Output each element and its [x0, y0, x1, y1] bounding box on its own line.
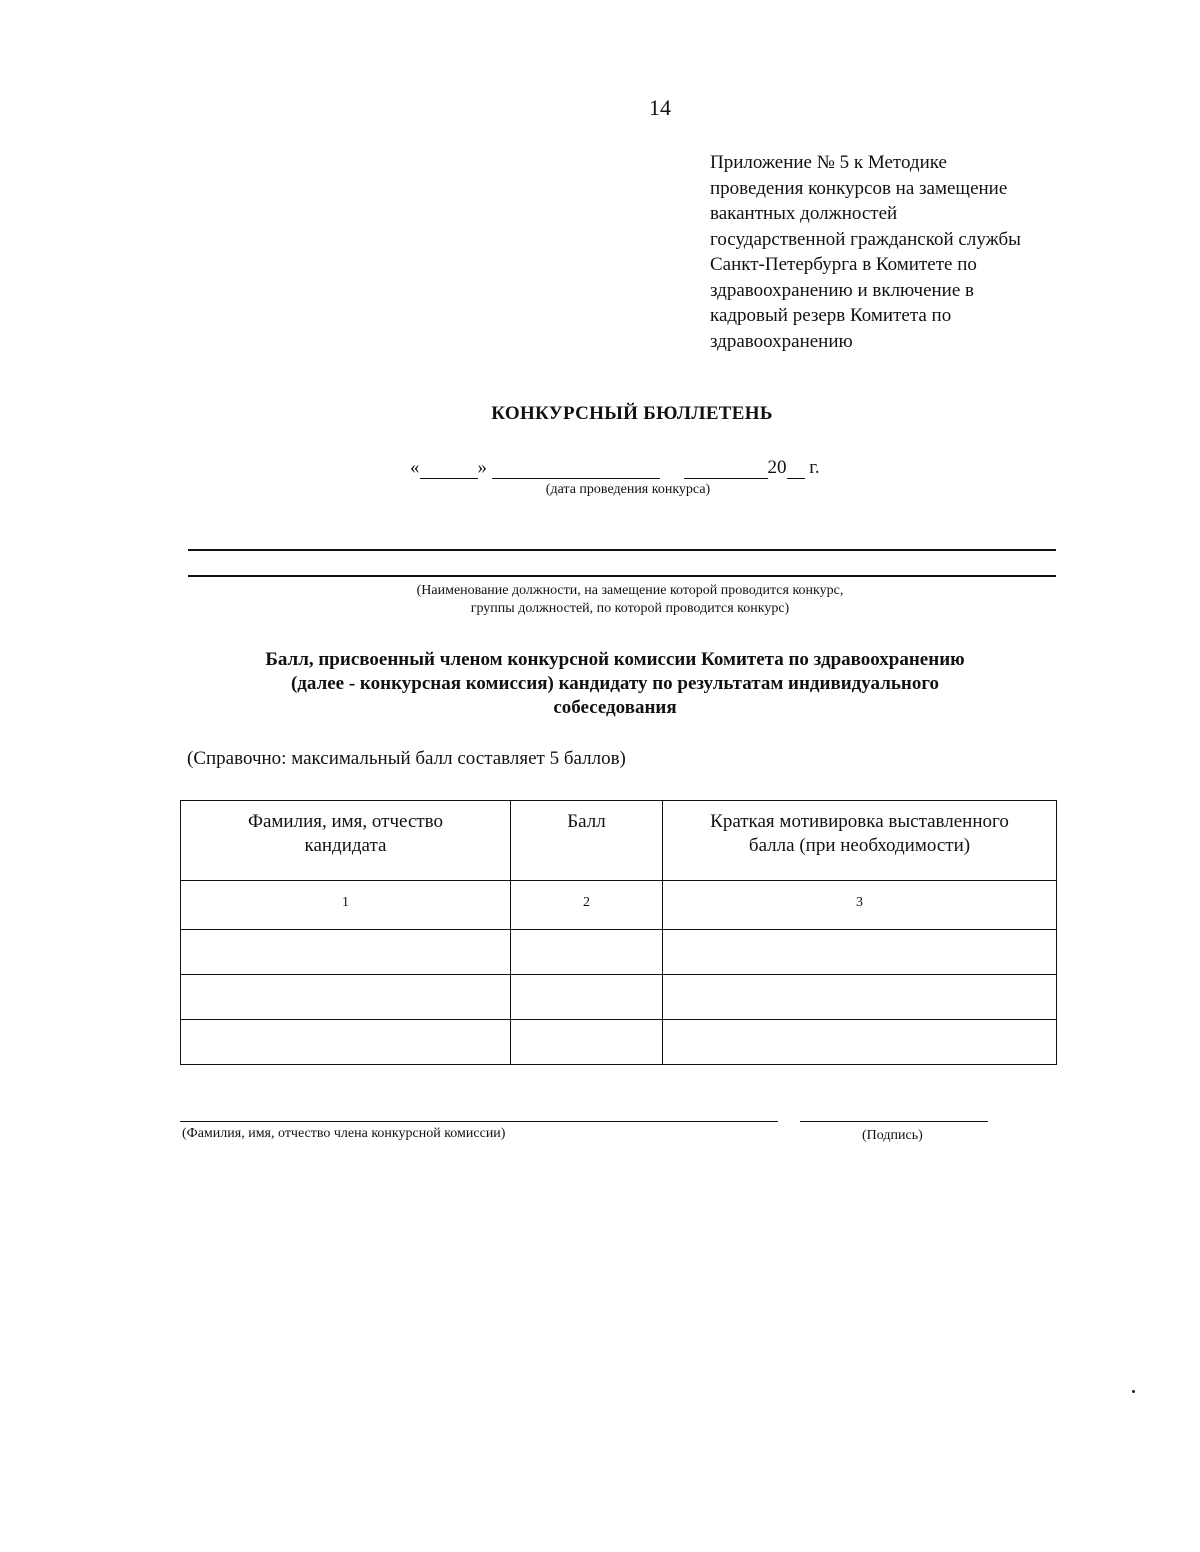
column-number: 2: [511, 881, 663, 930]
motivation-cell[interactable]: [663, 975, 1057, 1020]
score-cell[interactable]: [511, 975, 663, 1020]
member-name-line: [180, 1121, 778, 1122]
motivation-cell[interactable]: [663, 930, 1057, 975]
year-prefix: 20: [767, 457, 787, 478]
table-row: [181, 975, 1057, 1020]
position-blank-line-1: [188, 549, 1056, 551]
date-caption: (дата проведения конкурса): [545, 482, 711, 497]
reference-note: (Справочно: максимальный балл составляет 5 баллов): [187, 748, 626, 769]
month-blank: [492, 458, 660, 479]
header-motivation: Краткая мотивировка выставленного балла (при необходимости): [663, 801, 1057, 881]
header-candidate-name: Фамилия, имя, отчество кандидата: [181, 801, 511, 881]
column-number: 1: [181, 881, 511, 930]
year-lead-blank: [684, 458, 768, 479]
column-number: 3: [663, 881, 1057, 930]
table-row: [181, 930, 1057, 975]
day-blank: [420, 458, 478, 479]
candidate-name-cell[interactable]: [181, 930, 511, 975]
position-caption: (Наименование должности, на замещение которой проводится конкурс, группы должностей, по которой проводится конкурс): [416, 583, 844, 616]
section-heading: Балл, присвоенный членом конкурсной комиссии Комитета по здравоохранению (далее - конкурсная комиссия) кандидату по результатам индивидуального собеседования: [265, 649, 965, 718]
signature-caption: (Подпись): [862, 1128, 923, 1143]
score-cell[interactable]: [511, 930, 663, 975]
year-blank: [787, 458, 805, 479]
ballot-table: [180, 800, 1057, 1065]
date-line: [410, 457, 820, 479]
year-suffix: г.: [809, 457, 820, 478]
score-cell[interactable]: [511, 1020, 663, 1065]
header-score: Балл: [511, 801, 663, 881]
candidate-name-cell[interactable]: [181, 975, 511, 1020]
date-close-quote: »: [477, 457, 487, 478]
appendix-reference: Приложение № 5 к Методике проведения конкурсов на замещение вакантных должностей государственной гражданской службы Санкт-Петербурга в Комитете по здравоохранению и включение в кадровый резерв Комитета по здравоохранению: [710, 152, 1021, 352]
column-number-row: [181, 881, 1057, 930]
signature-line: [800, 1121, 988, 1122]
motivation-cell[interactable]: [663, 1020, 1057, 1065]
date-open-quote: «: [410, 457, 420, 478]
candidate-name-cell[interactable]: [181, 1020, 511, 1065]
page-number: 14: [649, 95, 671, 120]
position-blank-line-2: [188, 575, 1056, 577]
document-title: КОНКУРСНЫЙ БЮЛЛЕТЕНЬ: [491, 403, 773, 424]
table-header-row: [181, 801, 1057, 881]
scan-speck: [1132, 1390, 1135, 1393]
member-name-caption: (Фамилия, имя, отчество члена конкурсной комиссии): [182, 1126, 506, 1141]
table-row: [181, 1020, 1057, 1065]
